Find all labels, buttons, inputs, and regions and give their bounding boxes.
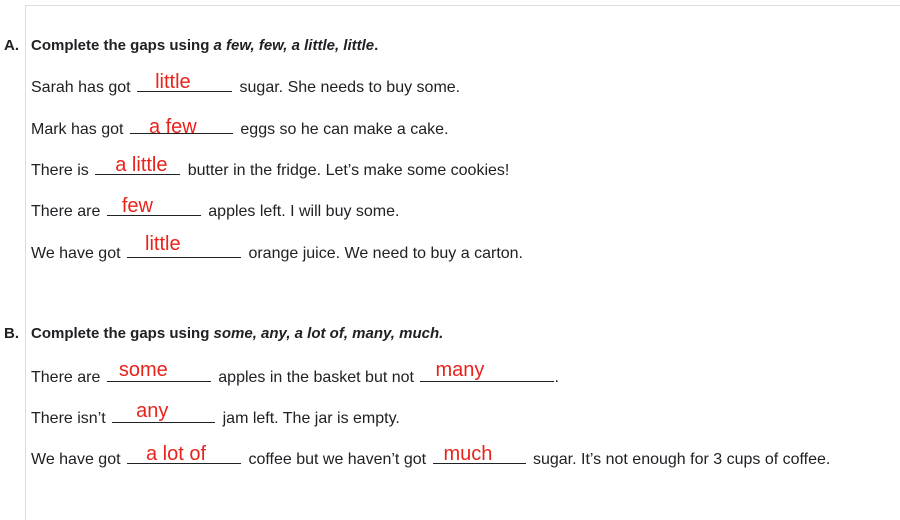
answer-gap[interactable] — [433, 443, 526, 465]
sentence-b2 — [31, 400, 400, 428]
sentence-text: apples in the basket but not — [218, 369, 414, 386]
answer-gap[interactable] — [137, 71, 232, 93]
answer-text: much — [443, 443, 493, 465]
section-a-instruction-prefix: Complete the gaps using — [31, 37, 214, 54]
answer-gap[interactable] — [95, 154, 180, 176]
sentence-text: There are — [31, 203, 101, 220]
answer-text: a few — [148, 116, 197, 138]
sentence-b1 — [31, 359, 559, 387]
answer-gap[interactable] — [107, 359, 211, 382]
sentence-text: Mark has got — [31, 121, 124, 138]
answer-text: little — [145, 233, 181, 255]
section-a-instruction-words: a few, few, a little, little — [213, 37, 375, 54]
sentence-text: apples left. I will buy some. — [208, 203, 400, 220]
sentence-a4 — [31, 195, 400, 221]
section-b-letter: B. — [4, 325, 19, 342]
sentence-text: . — [554, 369, 559, 386]
sentence-text: orange juice. We need to buy a carton. — [248, 245, 523, 262]
sentence-a1 — [31, 71, 461, 97]
sentence-text: eggs so he can make a cake. — [240, 121, 449, 138]
sentence-text: sugar. It’s not enough for 3 cups of coffee. — [532, 451, 831, 468]
answer-text: little — [155, 71, 191, 93]
sentence-a3 — [31, 154, 510, 180]
answer-gap[interactable] — [127, 443, 241, 465]
sentence-text: There isn’t — [31, 410, 106, 427]
sentence-text: sugar. She needs to buy some. — [239, 79, 461, 96]
section-b-instruction — [31, 325, 443, 342]
section-a-instruction-suffix: . — [374, 37, 379, 54]
answer-gap[interactable] — [107, 195, 201, 217]
section-b-instruction-prefix: Complete the gaps using — [31, 325, 214, 342]
answer-gap[interactable] — [130, 116, 233, 138]
sentence-text: We have got — [31, 451, 121, 468]
sentence-text: butter in the fridge. Let’s make some cookies! — [187, 162, 510, 179]
sentence-text: There is — [31, 162, 89, 179]
sentence-b3 — [31, 443, 831, 469]
sentence-text: We have got — [31, 245, 121, 262]
answer-text: many — [435, 359, 485, 381]
answer-text: a little — [115, 154, 168, 176]
sentence-text: jam left. The jar is empty. — [222, 410, 400, 427]
answer-gap[interactable] — [420, 359, 554, 382]
answer-text: some — [118, 359, 168, 381]
section-a-letter: A. — [4, 37, 19, 54]
sentence-a5 — [31, 233, 523, 263]
answer-gap[interactable] — [127, 233, 241, 258]
section-a-instruction — [31, 37, 378, 54]
sentence-text: Sarah has got — [31, 79, 131, 96]
sentence-text: There are — [31, 369, 101, 386]
sentence-a2 — [31, 116, 449, 139]
section-b-instruction-words: some, any, a lot of, many, much. — [213, 325, 444, 342]
sentence-text: coffee but we haven’t got — [248, 451, 427, 468]
answer-text: any — [136, 400, 169, 422]
answer-gap[interactable] — [112, 400, 215, 423]
answer-text: a lot of — [146, 443, 207, 465]
answer-text: few — [121, 195, 153, 217]
